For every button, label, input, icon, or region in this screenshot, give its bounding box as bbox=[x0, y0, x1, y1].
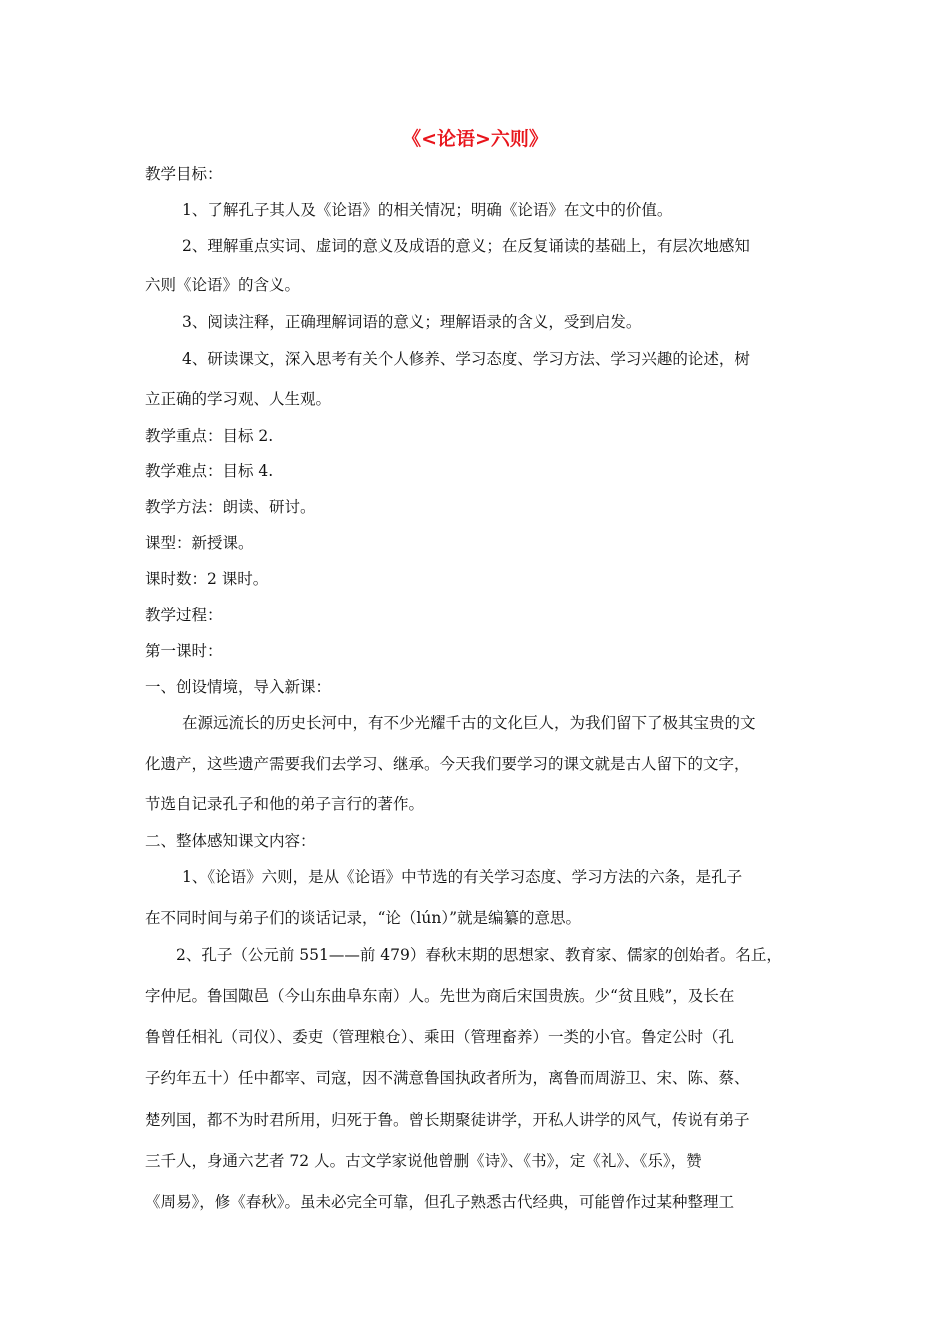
text-line: 《周易》，修《春秋》。虽未必完全可靠，但孔子熟悉古代经典，可能曾作过某种整理工 bbox=[145, 1193, 735, 1211]
text-line: 在不同时间与弟子们的谈话记录，“论（lún）”就是编纂的意思。 bbox=[145, 909, 582, 927]
text-line: 教学重点：目标 2. bbox=[145, 427, 274, 445]
text-line: 三千人，身通六艺者 72 人。古文学家说他曾删《诗》、《书》，定《礼》、《乐》，赞 bbox=[145, 1152, 702, 1170]
text-line: 化遗产，这些遗产需要我们去学习、继承。今天我们要学习的课文就是古人留下的文字， bbox=[145, 755, 750, 773]
text-line: 教学方法：朗读、研讨。 bbox=[145, 498, 316, 516]
text-line: 立正确的学习观、人生观。 bbox=[145, 390, 332, 408]
text-line: 课时数：2 课时。 bbox=[145, 570, 269, 588]
text-line: 二、整体感知课文内容： bbox=[145, 832, 316, 850]
text-line: 4、研读课文，深入思考有关个人修养、学习态度、学习方法、学习兴趣的论述，树 bbox=[182, 350, 750, 368]
text-line: 六则《论语》的含义。 bbox=[145, 276, 301, 294]
text-line: 字仲尼。鲁国陬邑（今山东曲阜东南）人。先世为商后宋国贵族。少“贫且贱”，及长在 bbox=[145, 987, 735, 1005]
text-line: 鲁曾任相礼（司仪）、委吏（管理粮仓）、乘田（管理畜养）一类的小官。鲁定公时（孔 bbox=[145, 1028, 735, 1046]
text-line: 1、了解孔子其人及《论语》的相关情况；明确《论语》在文中的价值。 bbox=[182, 201, 673, 219]
text-line: 教学过程： bbox=[145, 606, 223, 624]
document-title: 《<论语>六则》 bbox=[402, 128, 548, 150]
text-line: 课型：新授课。 bbox=[145, 534, 254, 552]
text-line: 子约年五十）任中都宰、司寇，因不满意鲁国执政者所为，离鲁而周游卫、宋、陈、蔡、 bbox=[145, 1069, 750, 1087]
text-line: 节选自记录孔子和他的弟子言行的著作。 bbox=[145, 795, 425, 813]
text-line: 教学目标： bbox=[145, 165, 223, 183]
text-line: 教学难点：目标 4. bbox=[145, 462, 274, 480]
text-line: 楚列国，都不为时君所用，归死于鲁。曾长期聚徒讲学，开私人讲学的风气，传说有弟子 bbox=[145, 1111, 750, 1129]
text-line: 第一课时： bbox=[145, 642, 223, 660]
text-line: 一、创设情境，导入新课： bbox=[145, 678, 332, 696]
text-line: 在源远流长的历史长河中，有不少光耀千古的文化巨人，为我们留下了极其宝贵的文 bbox=[182, 714, 756, 732]
text-line: 1、《论语》六则，是从《论语》中节选的有关学习态度、学习方法的六条，是孔子 bbox=[182, 868, 743, 886]
text-line: 2、理解重点实词、虚词的意义及成语的意义；在反复诵读的基础上，有层次地感知 bbox=[182, 237, 750, 255]
text-line: 2、孔子（公元前 551——前 479）春秋末期的思想家、教育家、儒家的创始者。名丘， bbox=[176, 946, 782, 964]
text-line: 3、阅读注释，正确理解词语的意义；理解语录的含义，受到启发。 bbox=[182, 313, 642, 331]
